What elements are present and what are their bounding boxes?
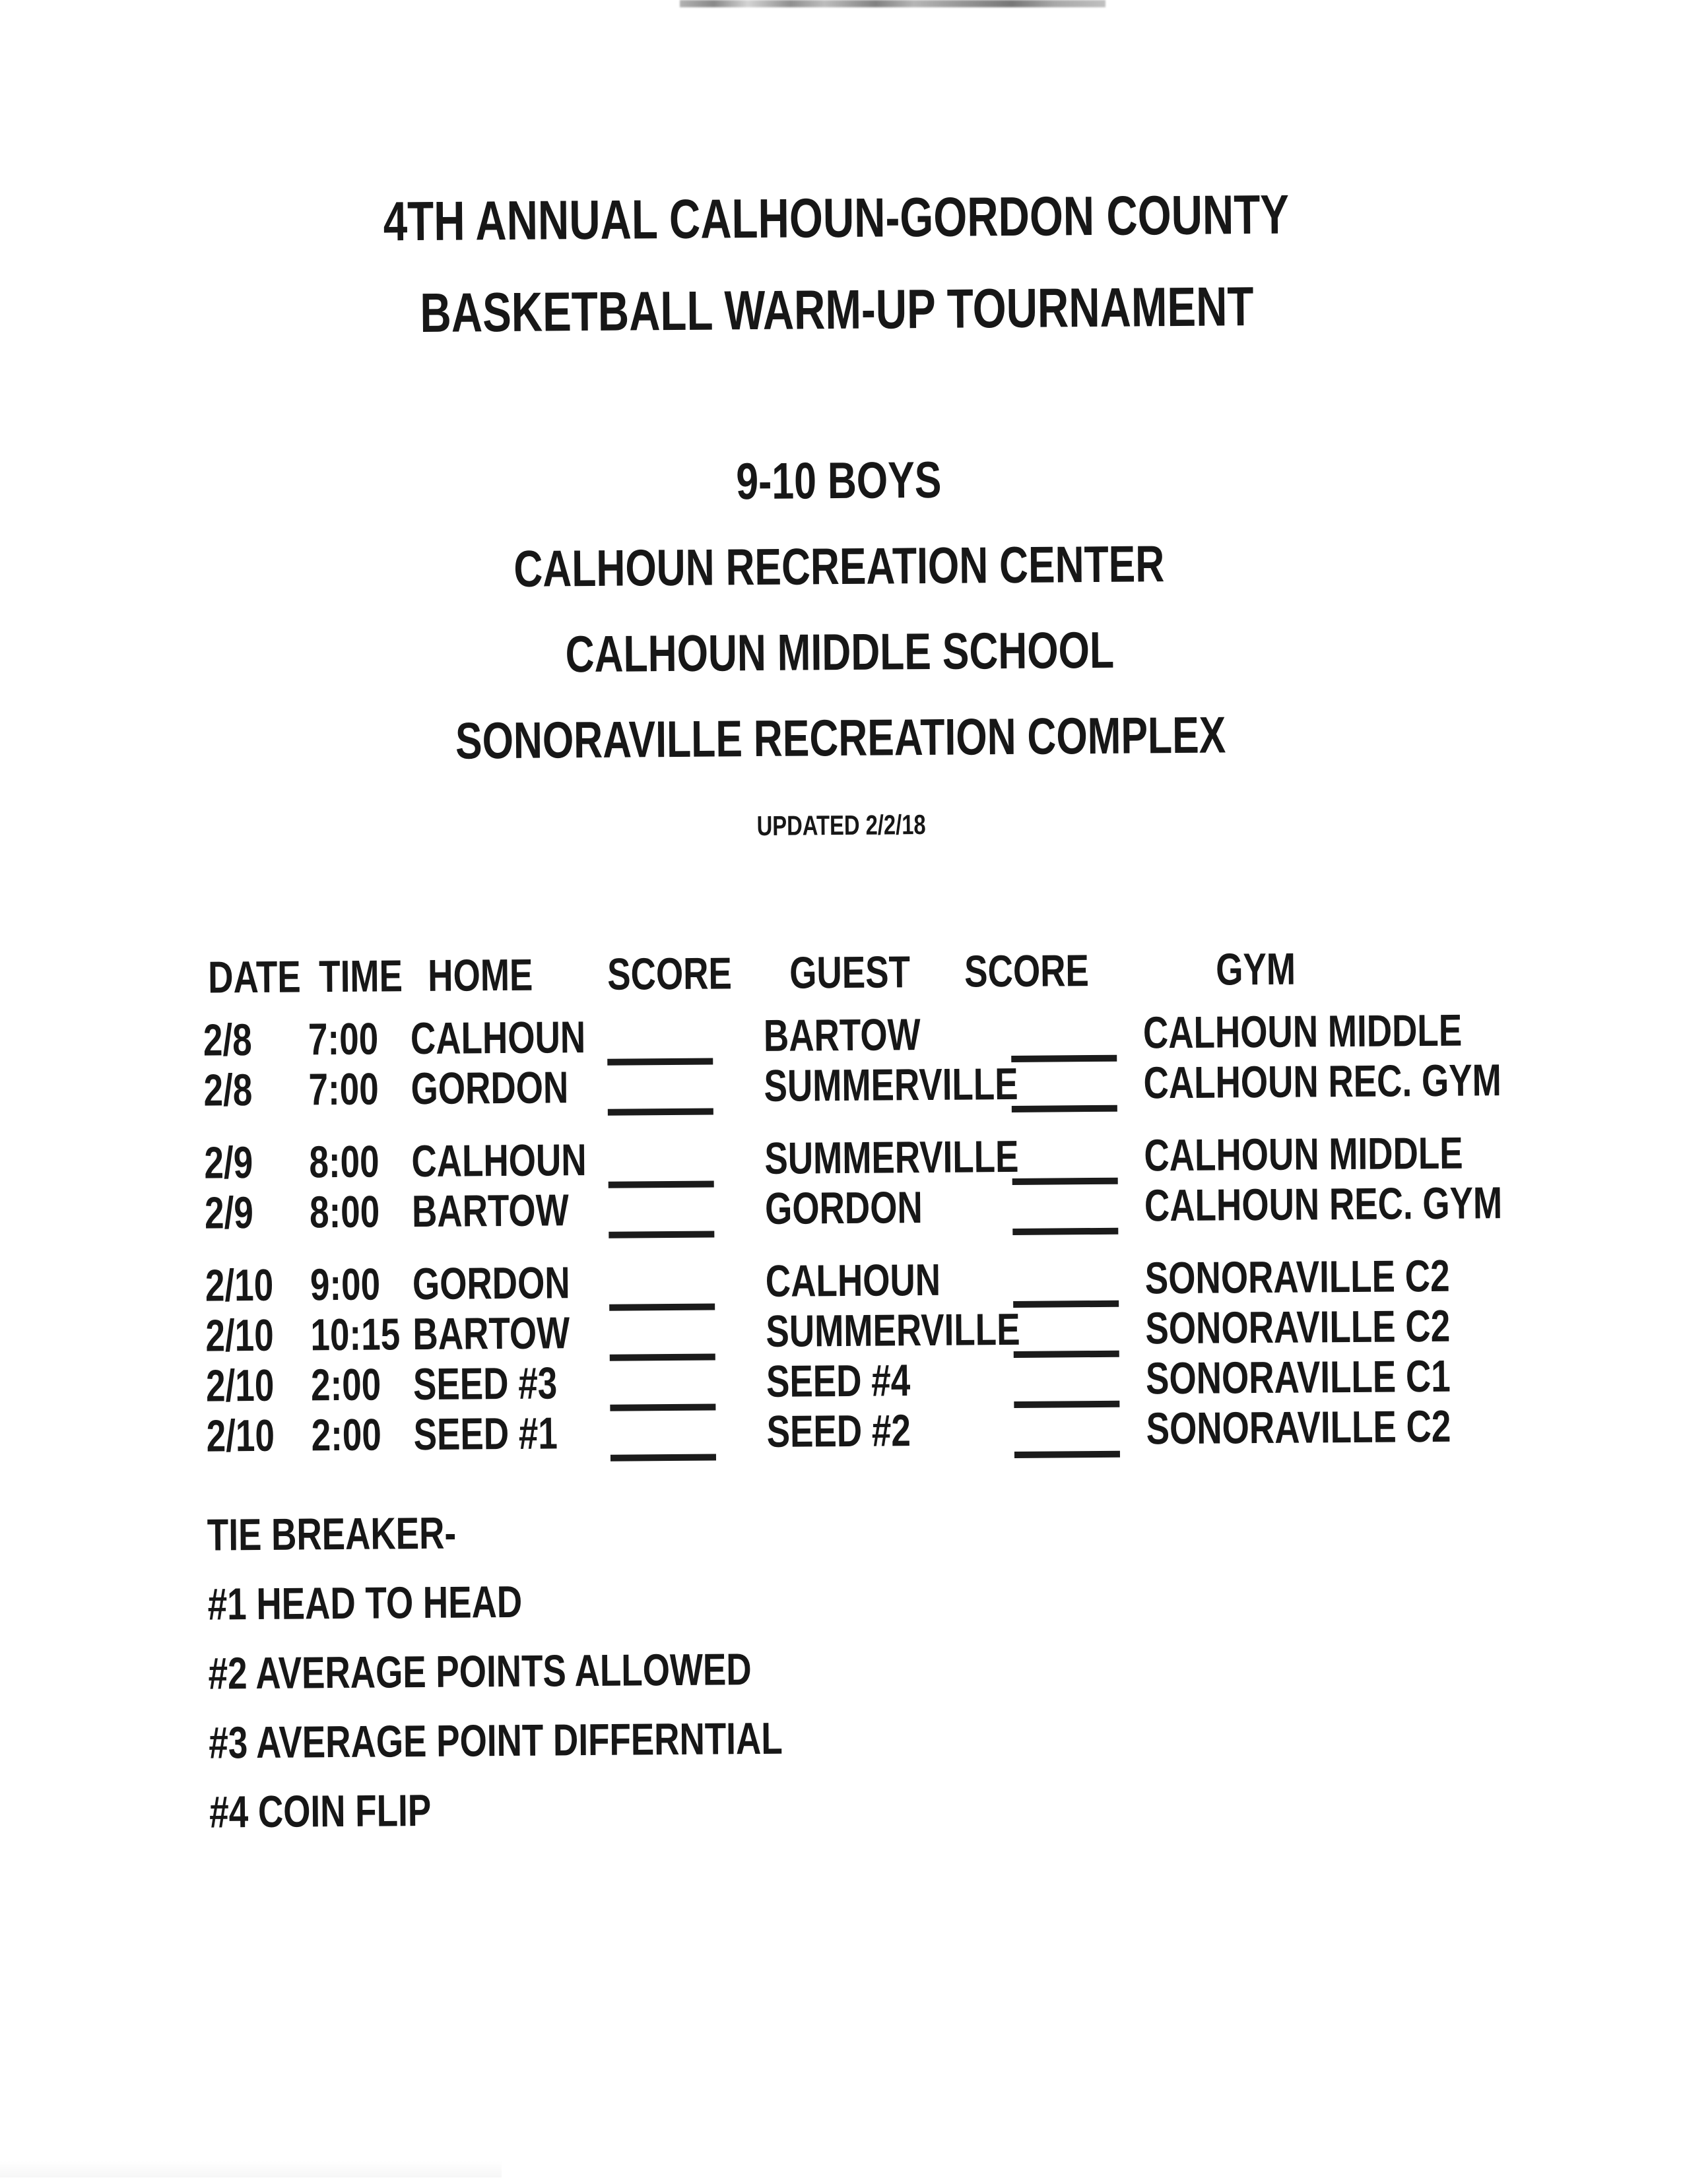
- home-team: GORDON: [411, 1062, 569, 1114]
- venue-3-text: SONORAVILLE RECREATION COMPLEX: [455, 705, 1226, 770]
- game-time: 7:00: [308, 1064, 380, 1115]
- tiebreaker-item-2: [208, 1640, 1683, 1699]
- gym-name: CALHOUN REC. GYM: [1144, 1178, 1503, 1231]
- guest-score-cell: [1011, 1008, 1144, 1056]
- schedule-row: [205, 1250, 1683, 1311]
- home-team: SEED #1: [413, 1408, 558, 1460]
- gym-name: SONORAVILLE C1: [1145, 1351, 1451, 1404]
- tiebreaker-item-3: [209, 1709, 1683, 1766]
- game-date: 2/8: [203, 1065, 253, 1116]
- schedule-row: [205, 1300, 1683, 1359]
- guest-score-cell: [1014, 1404, 1146, 1452]
- home-score-cell: [591, 1062, 764, 1110]
- home-score-blank: [608, 1148, 713, 1188]
- gym-name: SONORAVILLE C2: [1145, 1301, 1451, 1354]
- schedule-group: [1, 1004, 1683, 1114]
- home-team: CALHOUN: [411, 1135, 587, 1187]
- game-date: 2/9: [204, 1188, 254, 1238]
- home-score-cell: [594, 1407, 767, 1456]
- game-date: 2/10: [206, 1410, 275, 1461]
- guest-score-cell: [1013, 1254, 1146, 1302]
- tournament-title-line1-text: 4TH ANNUAL CALHOUN-GORDON COUNTY: [383, 183, 1290, 253]
- guest-score-blank: [1012, 1195, 1118, 1235]
- game-date: 2/10: [205, 1260, 274, 1311]
- guest-score-cell: [1012, 1181, 1145, 1229]
- guest-team: SEED #4: [766, 1355, 911, 1407]
- updated-note-text: UPDATED 2/2/18: [756, 808, 926, 842]
- home-team: BARTOW: [412, 1308, 570, 1360]
- home-score-cell: [593, 1307, 766, 1355]
- guest-team: SUMMERVILLE: [764, 1058, 1018, 1111]
- game-time: 2:00: [311, 1409, 382, 1461]
- schedule-row: [203, 1004, 1683, 1066]
- home-score-blank: [610, 1371, 715, 1411]
- schedule-row: [203, 1054, 1683, 1116]
- guest-team: SUMMERVILLE: [764, 1131, 1019, 1184]
- game-time: 7:00: [308, 1013, 379, 1065]
- game-time: 8:00: [309, 1186, 380, 1238]
- schedule-table-body: [1, 1004, 1683, 1460]
- game-date: 2/10: [205, 1360, 275, 1411]
- game-time: 10:15: [310, 1309, 401, 1361]
- venue-line-1: [0, 534, 1681, 598]
- tiebreaker-item-4: [209, 1778, 1683, 1838]
- home-score-cell: [593, 1257, 766, 1305]
- guest-score-blank: [1013, 1318, 1119, 1358]
- venue-line-3: [0, 705, 1682, 770]
- home-score-blank: [607, 1076, 713, 1116]
- updated-note: [0, 805, 1683, 846]
- home-score-cell: [591, 1012, 764, 1060]
- home-score-cell: [592, 1134, 765, 1182]
- game-date: 2/8: [203, 1015, 253, 1066]
- gym-name: SONORAVILLE C2: [1146, 1401, 1451, 1454]
- schedule-row: [205, 1177, 1683, 1236]
- game-time: 8:00: [309, 1136, 380, 1188]
- guest-score-blank: [1013, 1268, 1119, 1308]
- schedule-group: [2, 1127, 1683, 1237]
- guest-team: GORDON: [764, 1182, 923, 1234]
- home-score-blank: [609, 1271, 715, 1311]
- guest-team: BARTOW: [763, 1010, 921, 1061]
- scan-bottom-shadow: [0, 2160, 502, 2177]
- guest-score-blank: [1011, 1072, 1117, 1112]
- game-date: 2/10: [205, 1310, 275, 1361]
- guest-score-cell: [1012, 1131, 1144, 1179]
- guest-score-blank: [1014, 1418, 1120, 1458]
- tiebreaker-item-1-text: #1 HEAD TO HEAD: [207, 1576, 523, 1630]
- tiebreaker-heading: [207, 1501, 1683, 1558]
- home-score-cell: [593, 1184, 766, 1233]
- game-time: 9:00: [310, 1259, 381, 1310]
- gym-name: CALHOUN MIDDLE: [1144, 1128, 1463, 1181]
- tournament-title-line2: [0, 275, 1679, 344]
- tiebreaker-item-1: [207, 1570, 1683, 1630]
- guest-score-blank: [1012, 1145, 1117, 1185]
- tiebreaker-heading-text: TIE BREAKER-: [207, 1508, 457, 1560]
- home-team: BARTOW: [411, 1185, 570, 1237]
- schedule-row: [206, 1400, 1683, 1459]
- home-team: SEED #3: [412, 1358, 558, 1410]
- schedule-group: [3, 1250, 1683, 1460]
- gym-name: CALHOUN MIDDLE: [1142, 1005, 1463, 1058]
- tiebreaker-item-3-text: #3 AVERAGE POINT DIFFERNTIAL: [209, 1713, 783, 1768]
- home-score-blank: [609, 1198, 714, 1238]
- home-score-cell: [594, 1357, 767, 1405]
- guest-score-cell: [1011, 1058, 1144, 1107]
- venue-1-text: CALHOUN RECREATION CENTER: [513, 534, 1165, 598]
- guest-score-blank: [1011, 1022, 1117, 1062]
- home-score-blank: [610, 1421, 716, 1461]
- home-score-blank: [607, 1025, 713, 1066]
- tiebreaker-item-4-text: #4 COIN FLIP: [209, 1785, 432, 1838]
- game-time: 2:00: [310, 1359, 381, 1411]
- gym-name: SONORAVILLE C2: [1144, 1250, 1450, 1304]
- schedule-header-row: DATE TIME HOME SCORE GUEST SCORE GYM: [207, 944, 1296, 1003]
- division-text: 9-10 BOYS: [735, 450, 942, 511]
- tiebreaker-item-2-text: #2 AVERAGE POINTS ALLOWED: [208, 1644, 752, 1699]
- home-score-blank: [609, 1321, 715, 1361]
- guest-team: SUMMERVILLE: [766, 1304, 1020, 1357]
- venue-2-text: CALHOUN MIDDLE SCHOOL: [565, 620, 1115, 684]
- venue-line-2: [0, 620, 1682, 684]
- division-heading: [0, 448, 1680, 513]
- tournament-title-line1: [0, 183, 1678, 252]
- home-team: CALHOUN: [410, 1012, 586, 1064]
- guest-score-cell: [1013, 1304, 1146, 1352]
- guest-team: CALHOUN: [765, 1254, 941, 1306]
- guest-score-blank: [1014, 1368, 1119, 1408]
- home-team: GORDON: [412, 1258, 570, 1310]
- game-date: 2/9: [204, 1138, 253, 1188]
- schedule-row: [204, 1127, 1683, 1186]
- gym-name: CALHOUN REC. GYM: [1143, 1055, 1502, 1108]
- guest-score-cell: [1014, 1354, 1146, 1402]
- guest-team: SEED #2: [766, 1405, 911, 1457]
- schedule-row: [206, 1350, 1683, 1409]
- tournament-title-line2-text: BASKETBALL WARM-UP TOURNAMENT: [420, 275, 1255, 344]
